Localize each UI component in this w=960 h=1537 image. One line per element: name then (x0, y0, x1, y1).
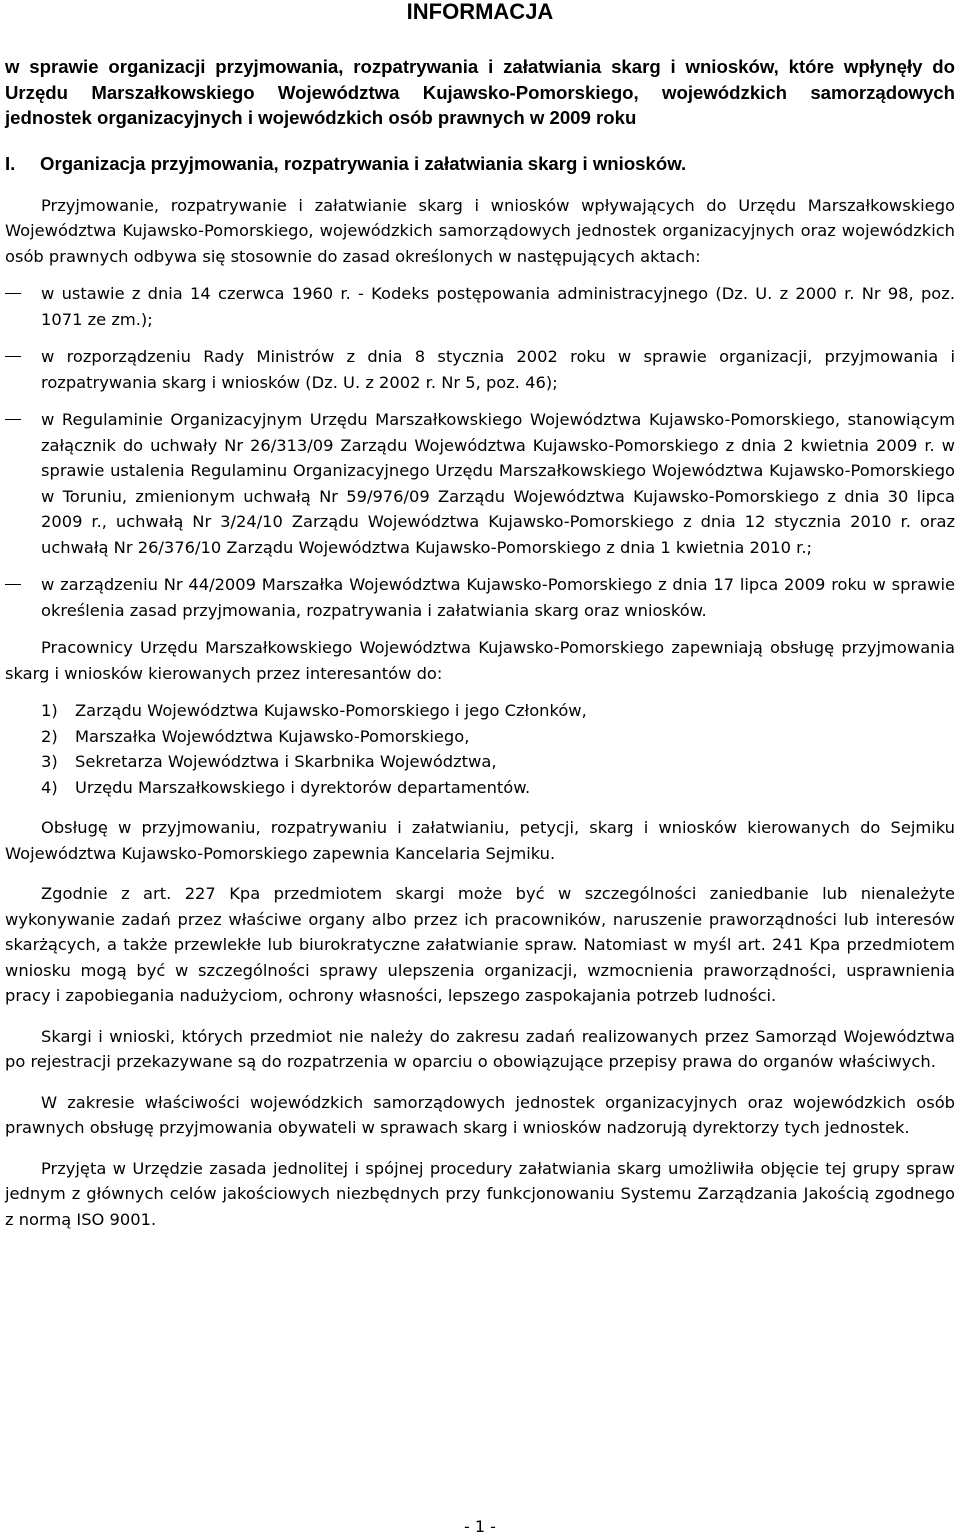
section-number: I. (5, 152, 16, 174)
paragraph-sejmik: Obsługę w przyjmowaniu, rozpatrywaniu i załatwianiu, petycji, skarg i wniosków kierowanych do Sejmiku Województwa Kujawsko-Pomorskiego zapewnia Kancelaria Sejmiku. (5, 818, 955, 863)
dash-bullet-icon (5, 344, 41, 395)
list-item (5, 572, 955, 623)
dash-bullet-icon (5, 281, 41, 332)
item-number: 3) (41, 752, 58, 771)
list-item (5, 281, 955, 332)
document-subtitle: w sprawie organizacji przyjmowania, rozpatrywania i załatwiania skarg i wniosków, które wpłynęły do Urzędu Marszałkowskiego Województwa Kujawsko-Pomorskiego, wojewódzkich samorządowych jednostek organizacyjnych i wojewódzkich osób prawnych w 2009 roku (5, 56, 955, 128)
item-number: 2) (41, 726, 58, 746)
document-page (5, 0, 955, 1232)
list-item (5, 698, 955, 724)
list-item (5, 344, 955, 395)
item-text: Zarządu Województwa Kujawsko-Pomorskiego i jego Członków, (75, 701, 587, 720)
list-item (5, 749, 955, 775)
section-heading (5, 151, 955, 176)
recipients-list (5, 698, 955, 800)
intro-paragraph: Przyjmowanie, rozpatrywanie i załatwianie skarg i wniosków wpływających do Urzędu Marszałkowskiego Województwa Kujawsko-Pomorskiego, wojewódzkich samorządowych jednostek organizacyjnych oraz wojewódzkich osób prawnych odbywa się stosownie do zasad określonych w następujących aktach: (5, 195, 955, 266)
paragraph-iso: Przyjęta w Urzędzie zasada jednolitej i spójnej procedury załatwiania skarg umożliwiła objęcie tej grupy spraw jednym z głównych celów jakościowych niezbędnych przy funkcjonowaniu Systemu Zarządzania Jakością zgodnego z normą ISO 9001. (5, 1158, 955, 1229)
section-title: Organizacja przyjmowania, rozpatrywania i załatwiania skarg i wniosków. (40, 152, 687, 174)
act-text: w rozporządzeniu Rady Ministrów z dnia 8 stycznia 2002 roku w sprawie organizacji, przyjmowania i rozpatrywania skarg i wniosków (Dz. U. z 2002 r. Nr 5, poz. 46); (41, 347, 955, 392)
document-title: INFORMACJA (406, 0, 554, 24)
list-item (5, 407, 955, 560)
act-text: w ustawie z dnia 14 czerwca 1960 r. - Kodeks postępowania administracyjnego (Dz. U. z 2000 r. Nr 98, poz. 1071 ze zm.); (41, 284, 955, 329)
item-number: 4) (41, 777, 58, 797)
list-item (5, 775, 955, 801)
dash-bullet-icon (5, 407, 41, 560)
item-number: 1) (41, 701, 58, 720)
service-paragraph: Pracownicy Urzędu Marszałkowskiego Województwa Kujawsko-Pomorskiego zapewniają obsługę przyjmowania skarg i wniosków kierowanych przez interesantów do: (5, 638, 955, 683)
paragraph-units: W zakresie właściwości wojewódzkich samorządowych jednostek organizacyjnych oraz wojewódzkich osób prawnych obsługę przyjmowania obywateli w sprawach skarg i wniosków nadzorują dyrektorzy tych jednostek. (5, 1092, 955, 1137)
page-number: - 1 - (464, 1517, 496, 1536)
paragraph-kpa: Zgodnie z art. 227 Kpa przedmiotem skargi może być w szczególności zaniedbanie lub nienależyte wykonywanie zadań przez właściwe organy albo przez ich pracowników, naruszenie praworządności lub interesów skarżących, a także przewlekłe lub biurokratyczne załatwianie spraw. Natomiast w myśl art. 241 Kpa przedmiotem wniosku mogą być w szczególności sprawy ulepszenia organizacji, wzmocnienia praworządności, usprawnienia pracy i zapobiegania nadużyciom, ochrony własności, lepszego zaspokajania potrzeb ludności. (5, 884, 955, 1005)
act-text: w zarządzeniu Nr 44/2009 Marszałka Województwa Kujawsko-Pomorskiego z dnia 17 lipca 2009 roku w sprawie określenia zasad przyjmowania, rozpatrywania i załatwiania skarg oraz wniosków. (41, 575, 955, 620)
dash-bullet-icon (5, 572, 41, 623)
list-item (5, 724, 955, 750)
item-text: Marszałka Województwa Kujawsko-Pomorskiego, (75, 726, 470, 746)
item-text: Urzędu Marszałkowskiego i dyrektorów departamentów. (75, 777, 531, 797)
acts-list (5, 281, 955, 623)
act-text: w Regulaminie Organizacyjnym Urzędu Marszałkowskiego Województwa Kujawsko-Pomorskiego, stanowiącym załącznik do uchwały Nr 26/313/09 Zarządu Województwa Kujawsko-Pomorskiego z dnia 2 kwietnia 2009 r. w sprawie ustalenia Regulaminu Organizacyjnego Urzędu Marszałkowskiego Województwa Kujawsko-Pomorskiego w Toruniu, zmienionym uchwałą Nr 59/976/09 Zarządu Województwa Kujawsko-Pomorskiego z dnia 30 lipca 2009 r., uchwałą Nr 3/24/10 Zarządu Województwa Kujawsko-Pomorskiego z dnia 12 stycznia 2010 r. oraz uchwałą Nr 26/376/10 Zarządu Województwa Kujawsko-Pomorskiego z dnia 1 kwietnia 2010 r.; (41, 410, 955, 557)
item-text: Sekretarza Województwa i Skarbnika Województwa, (75, 752, 497, 771)
paragraph-forwarding: Skargi i wnioski, których przedmiot nie należy do zakresu zadań realizowanych przez Samorząd Województwa po rejestracji przekazywane są do rozpatrzenia w oparciu o obowiązujące przepisy prawa do organów właściwych. (5, 1026, 955, 1071)
